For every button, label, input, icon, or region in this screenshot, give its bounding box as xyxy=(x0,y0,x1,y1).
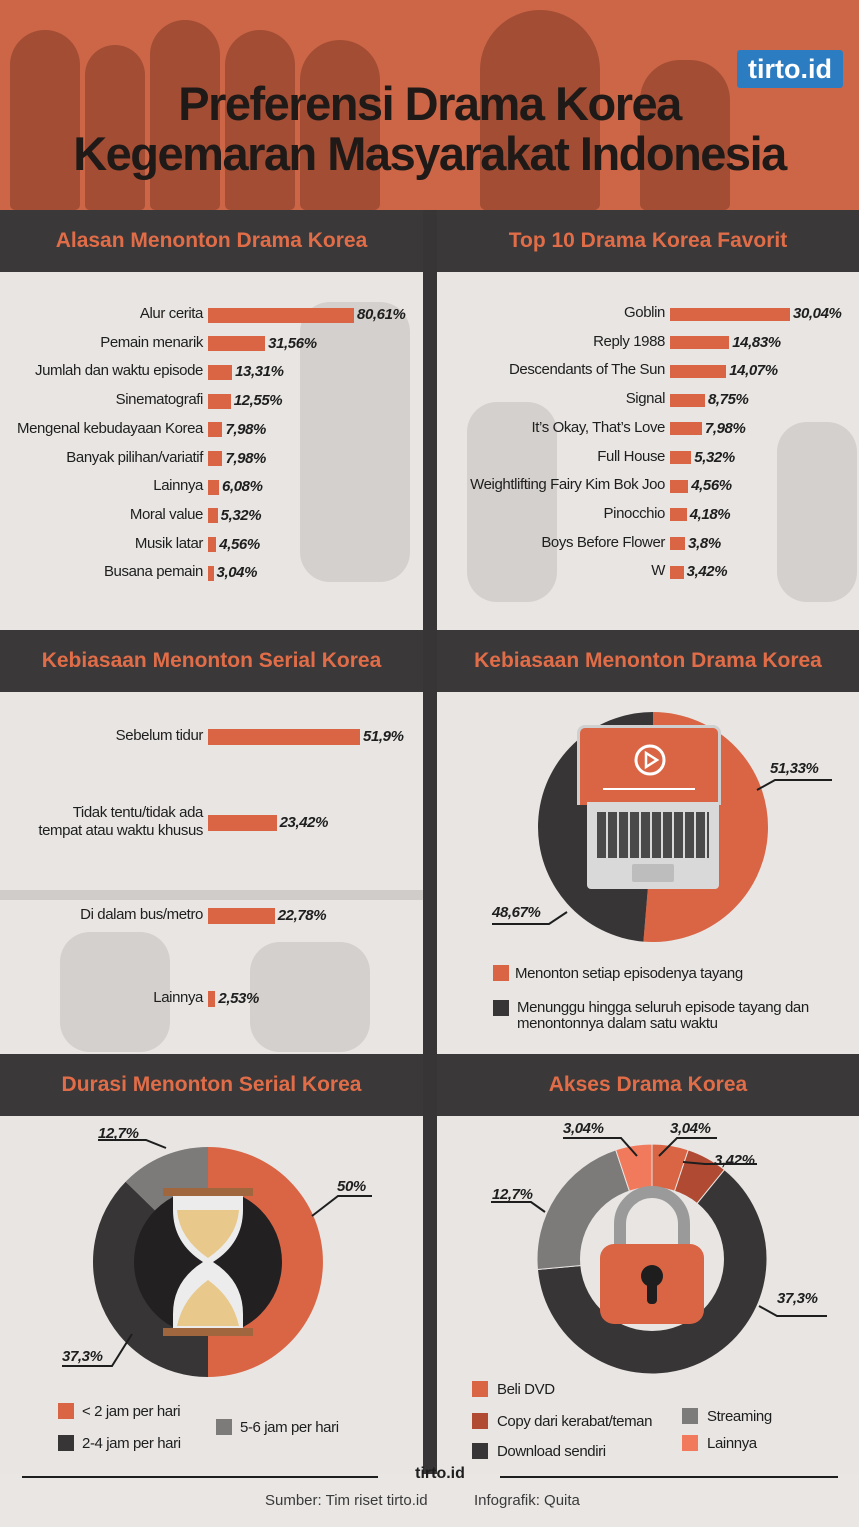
legend-label-download: Download sendiri xyxy=(497,1443,606,1460)
bar-value-label: 22,78% xyxy=(277,907,327,924)
chart-alasan xyxy=(0,272,423,630)
pct-label-51: 51,33% xyxy=(770,760,819,777)
legend-label-menunggu-line2: menontonnya dalam satu waktu xyxy=(517,1015,718,1032)
bar xyxy=(208,422,222,437)
legend-swatch-copy xyxy=(472,1413,488,1429)
bar-label: Mengenal kebudayaan Korea xyxy=(17,419,203,437)
legend-label-beli-dvd: Beli DVD xyxy=(497,1381,555,1398)
panel-akses xyxy=(437,1116,859,1474)
panel-kebiasaan-drama xyxy=(437,692,859,1054)
title-line-1: Preferensi Drama Korea xyxy=(178,77,681,130)
bar xyxy=(670,308,790,321)
legend-label-kurang-2-jam: < 2 jam per hari xyxy=(82,1403,181,1420)
bar xyxy=(670,480,688,493)
legend-label-menunggu-line1: Menunggu hingga seluruh episode tayang dan xyxy=(517,999,809,1016)
pct-label-37-3: 37,3% xyxy=(62,1348,103,1365)
bar xyxy=(208,394,231,409)
legend-swatch-beli-dvd xyxy=(472,1381,488,1397)
bar-value-label: 23,42% xyxy=(279,814,329,831)
legend-swatch-menunggu xyxy=(493,1000,509,1016)
bar-value-label: 2,53% xyxy=(218,990,259,1007)
legend-swatch-5-6-jam xyxy=(216,1419,232,1435)
bar-value-label: 14,07% xyxy=(729,362,778,380)
pct-label-streaming: 12,7% xyxy=(492,1186,533,1203)
footer-rule-left xyxy=(22,1476,378,1478)
legend-label-copy: Copy dari kerabat/teman xyxy=(497,1413,653,1430)
bar-label: Banyak pilihan/variatif xyxy=(66,448,203,466)
bar-label: Boys Before Flower xyxy=(541,533,665,551)
bar xyxy=(208,908,275,924)
bar xyxy=(208,815,277,831)
footer-source: Sumber: Tim riset tirto.id xyxy=(265,1492,428,1509)
bar-label: Sebelum tidur xyxy=(115,727,203,744)
footer-credit: Infografik: Quita xyxy=(474,1492,580,1509)
panel-alasan xyxy=(0,272,423,630)
bar-label: Reply 1988 xyxy=(593,332,665,350)
bar-label: Sinematografi xyxy=(115,391,203,409)
legend-swatch-kurang-2-jam xyxy=(58,1403,74,1419)
legend-label-setiap: Menonton setiap episodenya tayang xyxy=(515,965,743,982)
bar-label: Weightlifting Fairy Kim Bok Joo xyxy=(470,476,665,494)
bar-label: Goblin xyxy=(624,304,665,321)
bar xyxy=(208,480,219,495)
bar-label: Alur cerita xyxy=(139,305,203,322)
pct-label-lainnya: 3,04% xyxy=(670,1120,711,1137)
bar xyxy=(670,537,685,550)
header-banner xyxy=(0,0,859,210)
bar xyxy=(208,566,214,581)
bar xyxy=(670,451,691,464)
panel-durasi xyxy=(0,1116,423,1474)
chart-kebiasaan-serial xyxy=(0,692,423,1054)
bar xyxy=(670,365,726,378)
bar xyxy=(670,566,684,579)
bar-label: Signal xyxy=(625,390,665,408)
bar-value-label: 8,75% xyxy=(707,391,749,409)
bar-label: Busana pemain xyxy=(103,563,203,581)
bar-value-label: 30,04% xyxy=(793,305,842,322)
bar-value-label: 3,42% xyxy=(686,563,728,581)
bar-value-label: 4,56% xyxy=(691,477,732,495)
pct-label-48: 48,67% xyxy=(492,904,541,921)
bar xyxy=(208,308,354,323)
pct-label-beli-dvd: 3,04% xyxy=(563,1120,604,1137)
bar xyxy=(670,336,729,349)
section-title-alasan: Alasan Menonton Drama Korea xyxy=(0,210,423,272)
bar-label: tempat atau waktu khusus xyxy=(38,822,203,839)
pct-label-download: 37,3% xyxy=(777,1290,818,1307)
legend-label-2-4-jam: 2-4 jam per hari xyxy=(82,1435,181,1452)
footer xyxy=(0,1465,859,1527)
section-title-kebiasaan-drama: Kebiasaan Menonton Drama Korea xyxy=(437,630,859,692)
footer-rule-right xyxy=(500,1476,838,1478)
legend-label-lainnya: Lainnya xyxy=(707,1435,757,1452)
bar-value-label: 7,98% xyxy=(704,419,746,437)
bar-label: Tidak tentu/tidak ada xyxy=(72,804,203,821)
legend-swatch-setiap xyxy=(493,965,509,981)
bar-value-label: 6,08% xyxy=(222,478,263,496)
title-line-2: Kegemaran Masyarakat Indonesia xyxy=(73,127,786,180)
bar-value-label: 7,98% xyxy=(225,449,266,467)
bar xyxy=(208,537,216,552)
bar-label: Moral value xyxy=(129,505,203,523)
bar-value-label: 4,18% xyxy=(689,505,731,523)
bar-value-label: 14,83% xyxy=(732,333,781,351)
bar-value-label: 5,32% xyxy=(220,506,262,524)
bar xyxy=(670,422,702,435)
section-title-top10: Top 10 Drama Korea Favorit xyxy=(437,210,859,272)
bar-value-label: 80,61% xyxy=(357,306,406,323)
bar xyxy=(208,991,215,1007)
center-divider xyxy=(423,210,437,1474)
chart-top10 xyxy=(437,272,859,630)
pct-label-50: 50% xyxy=(337,1178,366,1195)
bar-label: Lainnya xyxy=(153,989,203,1006)
pct-label-copy: 3,42% xyxy=(714,1152,755,1169)
legend-label-streaming: Streaming xyxy=(707,1408,772,1425)
bar-label: Pemain menarik xyxy=(100,333,203,351)
callout-lines xyxy=(0,1116,423,1474)
bar-value-label: 7,98% xyxy=(225,420,266,438)
legend-swatch-lainnya xyxy=(682,1435,698,1451)
legend-swatch-download xyxy=(472,1443,488,1459)
bar xyxy=(670,508,687,521)
legend-swatch-2-4-jam xyxy=(58,1435,74,1451)
bar-value-label: 3,04% xyxy=(216,564,258,582)
bar xyxy=(208,508,218,523)
bar-value-label: 12,55% xyxy=(233,392,283,410)
bar xyxy=(208,365,232,380)
bar-label: Pinocchio xyxy=(603,504,665,522)
bar xyxy=(670,394,705,407)
panel-kebiasaan-serial xyxy=(0,692,423,1054)
bar-label: Jumlah dan waktu episode xyxy=(34,362,203,380)
pct-label-12-7: 12,7% xyxy=(98,1125,139,1142)
bar-value-label: 5,32% xyxy=(694,448,735,466)
bar-value-label: 3,8% xyxy=(688,534,721,552)
bar-label: Descendants of The Sun xyxy=(508,361,665,379)
section-title-kebiasaan-serial: Kebiasaan Menonton Serial Korea xyxy=(0,630,423,692)
legend-swatch-streaming xyxy=(682,1408,698,1424)
bar-label: Lainnya xyxy=(153,477,203,495)
bar-value-label: 51,9% xyxy=(363,728,404,745)
legend-label-5-6-jam: 5-6 jam per hari xyxy=(240,1419,339,1436)
bar-label: It’s Okay, That’s Love xyxy=(531,418,665,436)
brand-logo: tirto.id xyxy=(737,50,843,88)
footer-brand: tirto.id xyxy=(415,1465,465,1482)
bar xyxy=(208,729,360,745)
bar-label: Di dalam bus/metro xyxy=(80,906,203,923)
bar xyxy=(208,451,222,466)
bar-value-label: 4,56% xyxy=(219,535,260,553)
bar-value-label: 13,31% xyxy=(235,363,284,381)
bar-value-label: 31,56% xyxy=(268,334,317,352)
section-title-akses: Akses Drama Korea xyxy=(437,1054,859,1116)
bar-label: Full House xyxy=(597,447,665,465)
bar xyxy=(208,336,265,351)
section-title-durasi: Durasi Menonton Serial Korea xyxy=(0,1054,423,1116)
panel-top10 xyxy=(437,272,859,630)
bar-label: W xyxy=(651,562,665,580)
bar-label: Musik latar xyxy=(134,534,203,552)
